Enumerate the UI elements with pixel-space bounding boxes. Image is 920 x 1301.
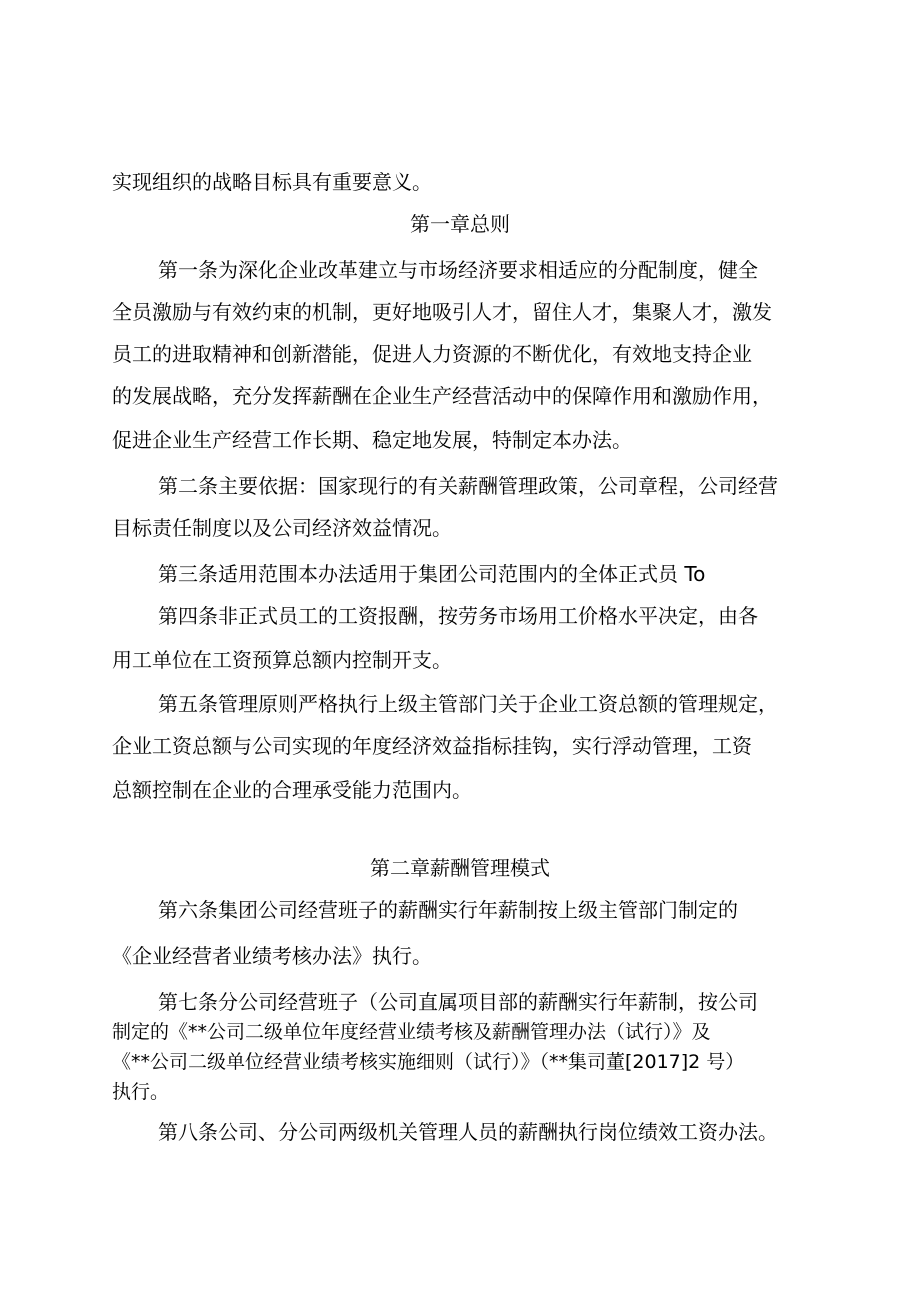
article-1-line-2: 全员激励与有效约束的机制，更好地吸引人才，留住人才，集聚人才，激发 <box>112 300 772 324</box>
article-4-line-1: 第四条非正式员工的工资报酬，按劳务市场用工价格水平决定，由各 <box>158 604 758 628</box>
article-1-line-4: 的发展战略，充分发挥薪酬在企业生产经营活动中的保障作用和激励作用， <box>112 384 772 408</box>
article-7-line-4: 执行。 <box>112 1081 170 1103</box>
article-6-line-2: 《企业经营者业绩考核办法》执行。 <box>112 944 432 968</box>
article-2-line-2: 目标责任制度以及公司经济效益情况。 <box>112 516 452 540</box>
chapter-2-title: 第二章薪酬管理模式 <box>370 856 550 880</box>
article-7-line-2: 制定的《**公司二级单位年度经营业绩考核及薪酬管理办法（试行）》及 <box>112 1021 711 1043</box>
article-7-line-1: 第七条分公司经营班子（公司直属项目部的薪酬实行年薪制，按公司 <box>158 990 758 1014</box>
article-1-line-5: 促进企业生产经营工作长期、稳定地发展，特制定本办法。 <box>112 428 632 452</box>
article-1-line-3: 员工的进取精神和创新潜能，促进人力资源的不断优化，有效地支持企业 <box>112 342 752 366</box>
article-8: 第八条公司、分公司两级机关管理人员的薪酬执行岗位绩效工资办法。 <box>158 1120 778 1144</box>
chapter-1-title: 第一章总则 <box>410 212 510 236</box>
article-5-line-3: 总额控制在企业的合理承受能力范围内。 <box>112 778 472 802</box>
article-5-line-1: 第五条管理原则严格执行上级主管部门关于企业工资总额的管理规定， <box>158 692 778 716</box>
article-3: 第三条适用范围本办法适用于集团公司范围内的全体正式员 To <box>158 562 706 586</box>
intro-tail: 实现组织的战略目标具有重要意义。 <box>112 170 432 194</box>
article-4-line-2: 用工单位在工资预算总额内控制开支。 <box>112 648 452 672</box>
article-5-line-2: 企业工资总额与公司实现的年度经济效益指标挂钩，实行浮动管理，工资 <box>112 734 752 758</box>
article-7-line-3: 《**公司二级单位经营业绩考核实施细则（试行）》（**集司董[2017]2 号） <box>112 1051 745 1073</box>
article-2-line-1: 第二条主要依据：国家现行的有关薪酬管理政策，公司章程，公司经营 <box>158 474 778 498</box>
article-6-line-1: 第六条集团公司经营班子的薪酬实行年薪制按上级主管部门制定的 <box>158 898 738 922</box>
article-1-line-1: 第一条为深化企业改革建立与市场经济要求相适应的分配制度，健全 <box>158 258 758 282</box>
